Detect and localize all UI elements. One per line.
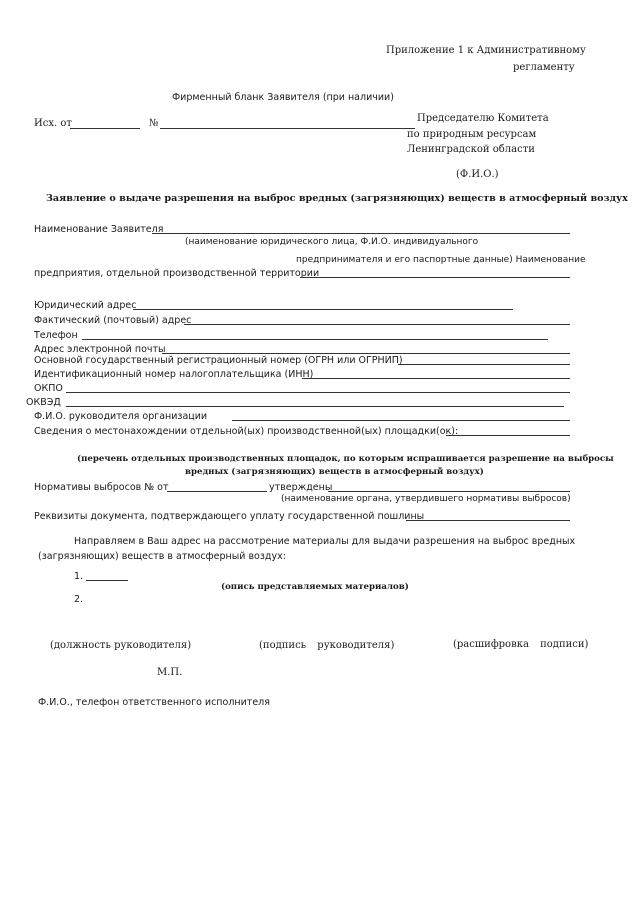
appendix-line-1: Приложение 1 к Административному (386, 45, 586, 56)
field-ogrn-line[interactable] (398, 364, 570, 365)
field-inn-line[interactable] (302, 378, 570, 379)
request-line-2: (загрязняющих) веществ в атмосферный воздух: (38, 551, 286, 562)
fee-label: Реквизиты документа, подтверждающего уплату государственной пошлины (34, 511, 425, 522)
field-site-location-line[interactable] (446, 435, 570, 436)
appendix-line-2: регламенту (513, 62, 575, 73)
signature-decoding-caption: (расшифровка подписи) (453, 639, 589, 650)
applicant-name-hint-1: (наименование юридического лица, Ф.И.О. индивидуального (185, 237, 479, 247)
outgoing-number-label: № (149, 118, 159, 129)
norms-hint: (наименование органа, утвердившего нормативы выбросов) (281, 494, 571, 504)
field-ogrn-label: Основной государственный регистрационный номер (ОГРН или ОГРНИП) (34, 355, 403, 366)
field-postal-address-line[interactable] (184, 324, 570, 325)
material-item-2: 2. (74, 594, 84, 605)
signature-sign-caption: (подпись руководителя) (259, 640, 395, 651)
executor-label: Ф.И.О., телефон ответственного исполнителя (38, 697, 270, 708)
field-legal-address-line[interactable] (133, 309, 513, 310)
field-okved-label: ОКВЭД (26, 397, 61, 408)
material-item-1: 1. (74, 571, 84, 582)
field-email-label: Адрес электронной почты (34, 344, 166, 355)
applicant-name-hint-2: предпринимателя и его паспортные данные) Наименование (296, 255, 586, 265)
field-phone-line[interactable] (82, 339, 548, 340)
materials-caption: (опись представляемых материалов) (221, 582, 409, 592)
norms-number-line[interactable] (167, 491, 267, 492)
addressee-line-2: по природным ресурсам (407, 129, 537, 140)
field-legal-address-label: Юридический адрес (34, 300, 137, 311)
material-item-1-line[interactable] (86, 580, 128, 581)
stamp-place: М.П. (157, 667, 183, 678)
sites-note-line-2: вредных (загрязняющих) веществ в атмосферный воздух) (185, 467, 484, 477)
norms-approved-line[interactable] (328, 491, 570, 492)
applicant-name-label: Наименование Заявителя (34, 224, 164, 235)
form-title: Заявление о выдаче разрешения на выброс вредных (загрязняющих) веществ в атмосферный воздух (46, 193, 628, 204)
field-phone-label: Телефон (34, 330, 78, 341)
addressee-line-3: Ленинградской области (407, 144, 535, 155)
request-line-1: Направляем в Ваш адрес на рассмотрение материалы для выдачи разрешения на выброс вредных (74, 536, 576, 547)
outgoing-date-line[interactable] (70, 128, 140, 129)
field-director-label: Ф.И.О. руководителя организации (34, 411, 208, 422)
field-site-location-label: Сведения о местонахождении отдельной(ых) производственной(ых) площадки(ок): (34, 426, 459, 437)
field-director-line[interactable] (232, 420, 570, 421)
field-okpo-label: ОКПО (34, 383, 63, 394)
norms-label: Нормативы выбросов № от (34, 482, 169, 493)
outgoing-date-label: Исх. от (34, 118, 72, 129)
addressee-line-1: Председателю Комитета (417, 113, 549, 124)
outgoing-number-line[interactable] (160, 128, 415, 129)
norms-approved-label: утверждены (269, 482, 333, 493)
field-okpo-line[interactable] (66, 392, 570, 393)
sites-note-line-1: (перечень отдельных производственных площадок, по которым испрашивается разрешение на выбросы (77, 454, 614, 464)
enterprise-label: предприятия, отдельной производственной территории (34, 268, 320, 279)
addressee-fio: (Ф.И.О.) (456, 169, 499, 180)
letterhead-caption: Фирменный бланк Заявителя (при наличии) (172, 92, 394, 103)
enterprise-line[interactable] (300, 277, 570, 278)
field-email-line[interactable] (162, 353, 570, 354)
field-postal-address-label: Фактический (почтовый) адрес (34, 315, 192, 326)
field-okved-line[interactable] (66, 406, 564, 407)
field-inn-label: Идентификационный номер налогоплательщика (ИНН) (34, 369, 314, 380)
signature-position-caption: (должность руководителя) (50, 640, 192, 651)
fee-line[interactable] (406, 520, 570, 521)
applicant-name-line[interactable] (152, 233, 570, 234)
